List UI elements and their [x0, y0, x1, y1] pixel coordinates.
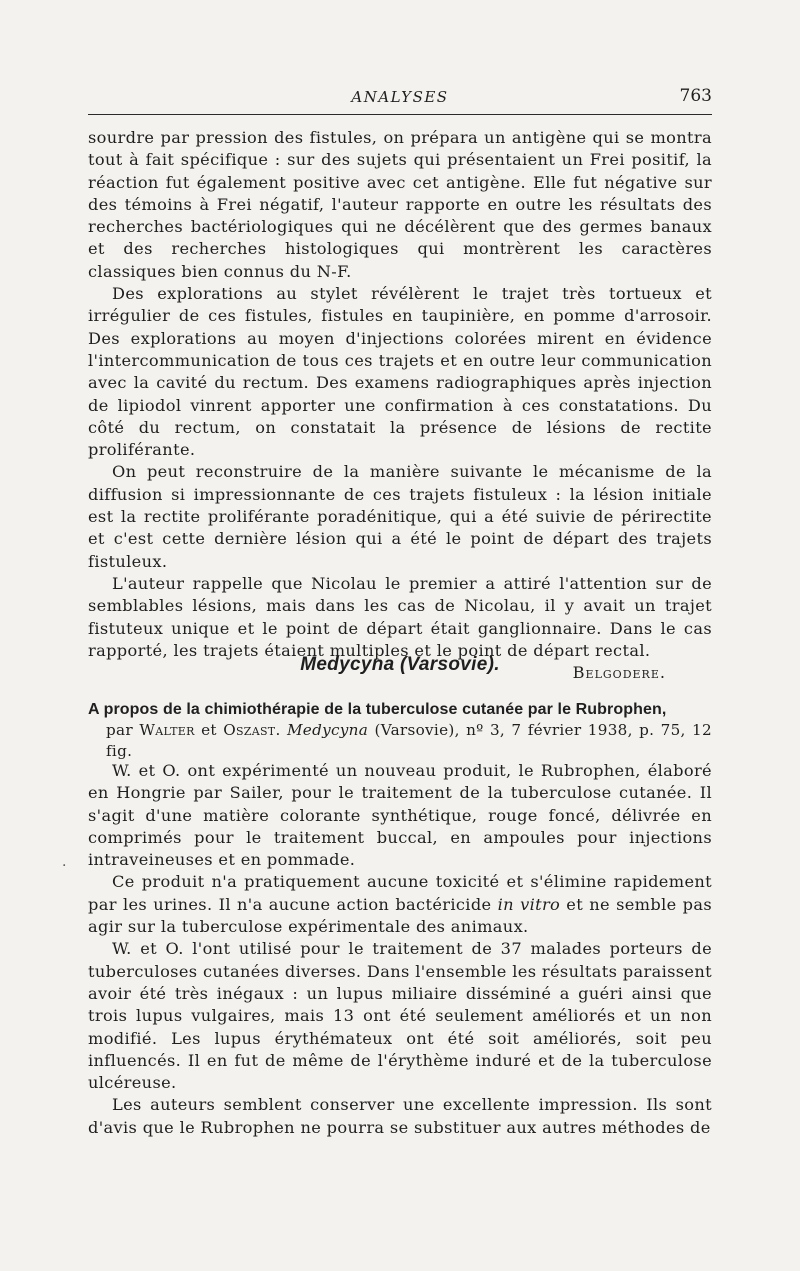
byline-prefix: par [106, 721, 133, 739]
author-walter: Walter [139, 721, 195, 739]
review-text [88, 127, 712, 684]
article-paragraph-4: Les auteurs semblent conserver une excellente impression. Ils sont d'avis que le Rubrophen ne pourra se substituer aux autres méthodes de [88, 1095, 712, 1137]
article-paragraph-2 [88, 871, 712, 938]
citation: (Varsovie), nº 3, 7 février 1938, p. 75, 12 fig. [106, 721, 712, 760]
author-oszast: Oszast [223, 721, 276, 739]
review-paragraph-4: L'auteur rappelle que Nicolau le premier a attiré l'attention sur de semblables lésions, mais dans les cas de Nicolau, il y avait un trajet fistuteux unique et le point de départ était ganglionnaire. Dans le cas rapporté, les trajets étaient multiples et le point de départ rectal. [88, 573, 712, 660]
article-title: A propos de la chimiothérapie de la tuberculose cutanée par le Rubrophen, [88, 701, 667, 718]
margin-dot: · [62, 858, 67, 874]
p2-before: Ce produit n'a pratiquement aucune toxicité et s'élimine rapidement par les urines. Il n'a aucune action bactéricide [88, 872, 712, 914]
section-heading: Medycyna (Varsovie). [300, 654, 500, 675]
running-title: ANALYSES [351, 88, 449, 106]
article-header [88, 699, 712, 762]
review-paragraph-3: On peut reconstruire de la manière suivante le mécanisme de la diffusion si impressionnante de ces trajets fistuleux : la lésion initiale est la rectite proliférante poradénitique, qui a été suivie de périrectite et c'est cette dernière lésion qui a été le point de départ des trajets fistuleux. [88, 462, 712, 571]
header-rule [88, 114, 712, 115]
article-body [88, 760, 712, 1139]
review-paragraph-2: Des explorations au stylet révélèrent le trajet très tortueux et irrégulier de ces fistules, fistules en taupinière, en pomme d'arrosoir. Des explorations au moyen d'injections colorées mirent en évidence l'intercommunication de tous ces trajets et en outre leur communication avec la cavité du rectum. Des examens radiographiques après injection de lipiodol vinrent apporter une confirmation à ces constatations. Du côté du rectum, on constatait la présence de lésions de rectite proliférante. [88, 284, 712, 460]
review-paragraph-1: sourdre par pression des fistules, on prépara un antigène qui se montra tout à fait spécifique : sur des sujets qui présentaient un Frei positif, la réaction fut également positive avec cet antigène. Elle fut négative sur des témoins à Frei négatif, l'auteur rapporte en outre les résultats des recherches bactériologiques qui ne décélèrent que des germes banaux et des recherches histologiques qui montrèrent les caractères classiques bien connus du N-F. [88, 128, 712, 281]
article-paragraph-3: W. et O. l'ont utilisé pour le traitement de 37 malades porteurs de tuberculoses cutanées diverses. Dans l'ensemble les résultats paraissent avoir été très inégaux : un lupus miliaire disséminé a guéri ainsi que trois lupus vulgaires, mais 13 ont été seulement améliorés et un non modifié. Les lupus érythémateux ont été soit améliorés, soit peu influencés. Il en fut de même de l'érythème induré et de la tuberculose ulcéreuse. [88, 939, 712, 1093]
in-vitro-italic: in vitro [497, 894, 561, 914]
byline-and: et [201, 721, 217, 739]
running-head [88, 84, 712, 112]
review-signature: Belgodere. [572, 663, 666, 683]
article-paragraph-1: W. et O. ont expérimenté un nouveau produit, le Rubrophen, élaboré en Hongrie par Sailer, pour le traitement de la tuberculose cutanée. Il s'agit d'une matière colorante synthétique, rouge foncé, délivrée en comprimés pour le traitement buccal, en ampoules pour injections intraveineuses et en pommade. [88, 761, 712, 870]
article-byline: par Walter et Oszast. Medycyna (Varsovie), nº 3, 7 février 1938, p. 75, 12 fig. [106, 721, 712, 760]
journal-name: Medycyna [286, 721, 369, 739]
page-number: 763 [679, 86, 712, 106]
p2-after: et ne semble pas agir sur la tuberculose expérimentale des animaux. [88, 894, 713, 937]
